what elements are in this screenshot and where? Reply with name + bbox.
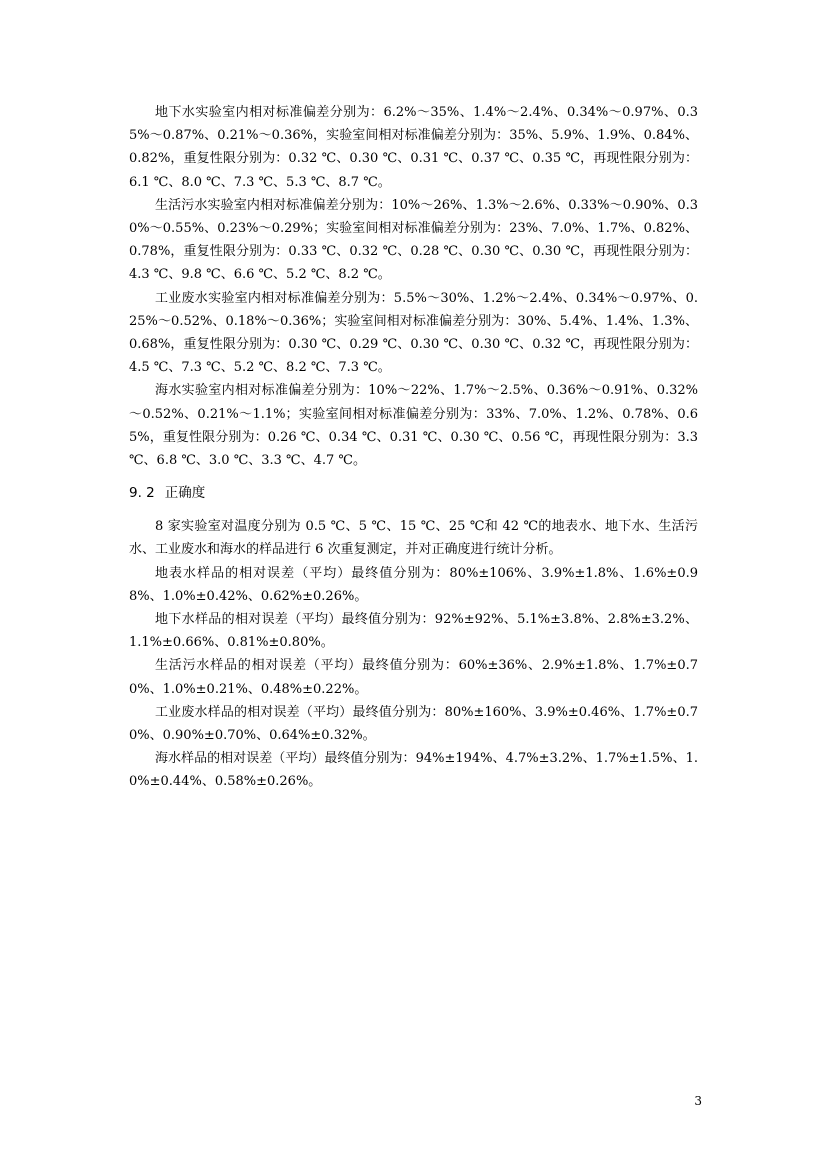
seawater-accuracy-paragraph: 海水样品的相对误差（平均）最终值分别为：94%±194%、4.7%±3.2%、1.7%±1.5%、1.0%±0.44%、0.58%±0.26%。 <box>129 751 698 790</box>
section-number: 9. 2 <box>129 485 155 502</box>
section-heading <box>129 482 698 504</box>
section-title: 正确度 <box>164 485 206 502</box>
seawater-precision-paragraph: 海水实验室内相对标准偏差分别为：10%～22%、1.7%～2.5%、0.36%～0.91%、0.32%～0.52%、0.21%～1.1%；实验室间相对标准偏差分别为：33%、7.0%、1.2%、0.78%、0.65%，重复性限分别为：0.26 ℃、0.34 ℃、0.31 ℃、0.30 ℃、0.56 ℃，再现性限分别为：3.3 ℃、6.8 ℃、3.0 ℃、3.3 ℃、4.7 ℃。 <box>129 383 698 469</box>
industrial-wastewater-accuracy-paragraph: 工业废水样品的相对误差（平均）最终值分别为：80%±160%、3.9%±0.46%、1.7%±0.70%、0.90%±0.70%、0.64%±0.32%。 <box>129 704 698 744</box>
groundwater-accuracy-paragraph: 地下水样品的相对误差（平均）最终值分别为：92%±92%、5.1%±3.8%、2.8%±3.2%、1.1%±0.66%、0.81%±0.80%。 <box>129 612 698 651</box>
surface-water-accuracy-paragraph: 地表水样品的相对误差（平均）最终值分别为：80%±106%、3.9%±1.8%、1.6%±0.98%、1.0%±0.42%、0.62%±0.26%。 <box>129 565 698 604</box>
industrial-wastewater-precision-paragraph: 工业废水实验室内相对标准偏差分别为：5.5%～30%、1.2%～2.4%、0.34%～0.97%、0.25%～0.52%、0.18%～0.36%；实验室间相对标准偏差分别为：30%、5.4%、1.4%、1.3%、0.68%，重复性限分别为：0.30 ℃、0.29 ℃、0.30 ℃、0.30 ℃、0.32 ℃，再现性限分别为：4.5 ℃、7.3 ℃、5.2 ℃、8.2 ℃、7.3 ℃。 <box>129 290 698 376</box>
accuracy-intro-paragraph: 8 家实验室对温度分别为 0.5 ℃、5 ℃、15 ℃、25 ℃和 42 ℃的地表水、地下水、生活污水、工业废水和海水的样品进行 6 次重复测定，并对正确度进行统计分析。 <box>129 519 698 558</box>
domestic-sewage-precision-paragraph: 生活污水实验室内相对标准偏差分别为：10%～26%、1.3%～2.6%、0.33%～0.90%、0.30%～0.55%、0.23%～0.29%；实验室间相对标准偏差分别为：23%、7.0%、1.7%、0.82%、0.78%，重复性限分别为：0.33 ℃、0.32 ℃、0.28 ℃、0.30 ℃、0.30 ℃，再现性限分别为：4.3 ℃、9.8 ℃、6.6 ℃、5.2 ℃、8.2 ℃。 <box>129 197 698 283</box>
groundwater-precision-paragraph: 地下水实验室内相对标准偏差分别为：6.2%～35%、1.4%～2.4%、0.34%～0.97%、0.35%～0.87%、0.21%～0.36%，实验室间相对标准偏差分别为：35%、5.9%、1.9%、0.84%、0.82%，重复性限分别为：0.32 ℃、0.30 ℃、0.31 ℃、0.37 ℃、0.35 ℃，再现性限分别为：6.1 ℃、8.0 ℃、7.3 ℃、5.3 ℃、8.7 ℃。 <box>129 105 698 190</box>
domestic-sewage-accuracy-paragraph: 生活污水样品的相对误差（平均）最终值分别为：60%±36%、2.9%±1.8%、1.7%±0.70%、1.0%±0.21%、0.48%±0.22%。 <box>129 658 698 697</box>
page-number: 3 <box>694 1094 702 1108</box>
